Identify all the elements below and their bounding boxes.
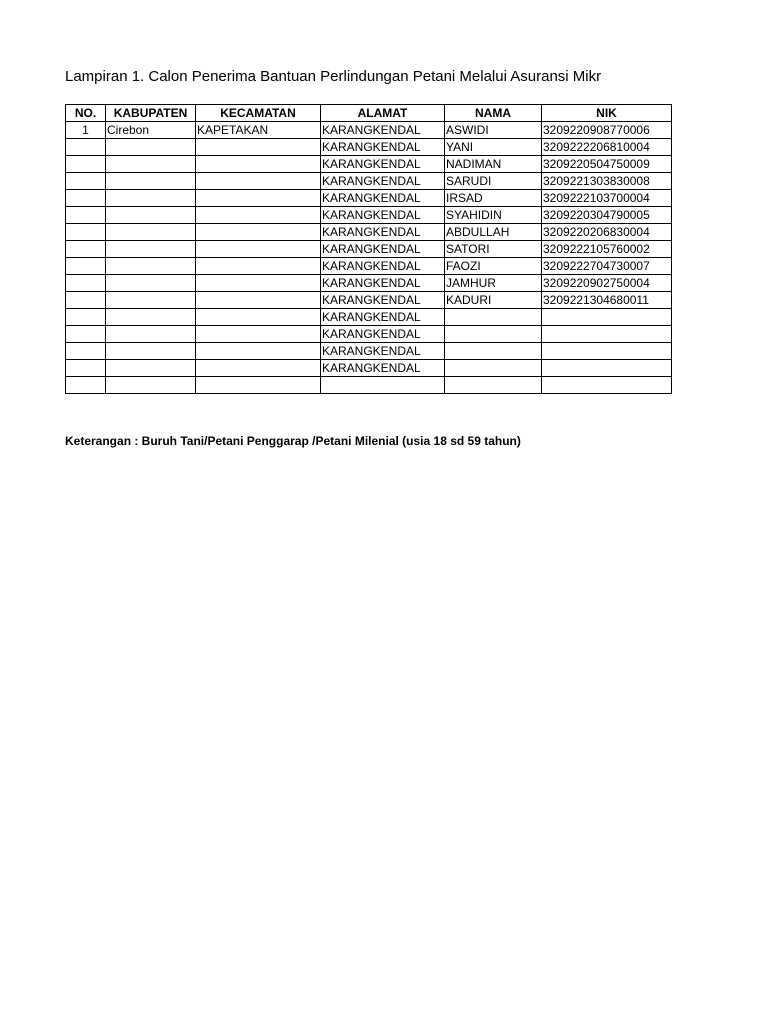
cell-kabupaten — [106, 275, 196, 292]
cell-nik: 3209222704730007 — [542, 258, 672, 275]
cell-kabupaten — [106, 241, 196, 258]
cell-nik: 3209220206830004 — [542, 224, 672, 241]
cell-no — [66, 292, 106, 309]
cell-no — [66, 190, 106, 207]
header-nama: NAMA — [445, 105, 542, 122]
cell-kabupaten — [106, 360, 196, 377]
cell-kecamatan — [196, 190, 321, 207]
cell-nik — [542, 326, 672, 343]
cell-no — [66, 377, 106, 394]
cell-kecamatan — [196, 241, 321, 258]
cell-no — [66, 241, 106, 258]
cell-nik: 3209221304680011 — [542, 292, 672, 309]
cell-kabupaten: Cirebon — [106, 122, 196, 139]
table-row — [66, 224, 672, 241]
cell-nik — [542, 360, 672, 377]
table-row — [66, 190, 672, 207]
cell-alamat: KARANGKENDAL — [321, 241, 445, 258]
cell-no — [66, 275, 106, 292]
table-row — [66, 122, 672, 139]
cell-alamat: KARANGKENDAL — [321, 190, 445, 207]
cell-kecamatan — [196, 224, 321, 241]
table-row — [66, 343, 672, 360]
cell-kecamatan — [196, 173, 321, 190]
table-row — [66, 360, 672, 377]
header-kabupaten: KABUPATEN — [106, 105, 196, 122]
cell-alamat: KARANGKENDAL — [321, 173, 445, 190]
cell-no — [66, 326, 106, 343]
cell-alamat: KARANGKENDAL — [321, 258, 445, 275]
table-row — [66, 292, 672, 309]
cell-alamat: KARANGKENDAL — [321, 224, 445, 241]
table-row — [66, 377, 672, 394]
cell-nama — [445, 360, 542, 377]
cell-nik: 3209220304790005 — [542, 207, 672, 224]
cell-alamat: KARANGKENDAL — [321, 139, 445, 156]
cell-alamat: KARANGKENDAL — [321, 275, 445, 292]
cell-no — [66, 343, 106, 360]
cell-no — [66, 258, 106, 275]
cell-nama — [445, 326, 542, 343]
cell-kecamatan — [196, 360, 321, 377]
cell-nik — [542, 309, 672, 326]
cell-nik: 3209220902750004 — [542, 275, 672, 292]
cell-kecamatan — [196, 139, 321, 156]
cell-nik: 3209220908770006 — [542, 122, 672, 139]
table-row — [66, 326, 672, 343]
cell-kabupaten — [106, 224, 196, 241]
page-title: Lampiran 1. Calon Penerima Bantuan Perlindungan Petani Melalui Asuransi Mikr — [65, 68, 602, 85]
cell-kecamatan — [196, 326, 321, 343]
cell-alamat: KARANGKENDAL — [321, 360, 445, 377]
cell-kecamatan — [196, 258, 321, 275]
cell-nik: 3209221303830008 — [542, 173, 672, 190]
header-kecamatan: KECAMATAN — [196, 105, 321, 122]
cell-kabupaten — [106, 326, 196, 343]
table-row — [66, 156, 672, 173]
cell-kecamatan: KAPETAKAN — [196, 122, 321, 139]
cell-no — [66, 173, 106, 190]
cell-alamat: KARANGKENDAL — [321, 156, 445, 173]
cell-nama: IRSAD — [445, 190, 542, 207]
cell-kabupaten — [106, 292, 196, 309]
cell-no — [66, 224, 106, 241]
header-alamat: ALAMAT — [321, 105, 445, 122]
table-row — [66, 139, 672, 156]
cell-kabupaten — [106, 207, 196, 224]
cell-alamat — [321, 377, 445, 394]
recipient-table — [65, 104, 672, 394]
table-row — [66, 275, 672, 292]
cell-kecamatan — [196, 156, 321, 173]
cell-kabupaten — [106, 173, 196, 190]
table-row — [66, 258, 672, 275]
cell-no — [66, 156, 106, 173]
cell-alamat: KARANGKENDAL — [321, 343, 445, 360]
cell-kecamatan — [196, 207, 321, 224]
cell-kabupaten — [106, 377, 196, 394]
cell-kecamatan — [196, 275, 321, 292]
cell-kabupaten — [106, 139, 196, 156]
cell-nama — [445, 309, 542, 326]
cell-kecamatan — [196, 343, 321, 360]
cell-no: 1 — [66, 122, 106, 139]
cell-nama: SARUDI — [445, 173, 542, 190]
cell-no — [66, 207, 106, 224]
table-row — [66, 241, 672, 258]
cell-kabupaten — [106, 258, 196, 275]
cell-kecamatan — [196, 309, 321, 326]
cell-nik — [542, 343, 672, 360]
cell-nik: 3209222206810004 — [542, 139, 672, 156]
table-body — [66, 122, 672, 394]
cell-nik: 3209220504750009 — [542, 156, 672, 173]
table-row — [66, 173, 672, 190]
cell-nik: 3209222103700004 — [542, 190, 672, 207]
cell-kabupaten — [106, 156, 196, 173]
cell-kabupaten — [106, 343, 196, 360]
cell-no — [66, 360, 106, 377]
cell-nama: KADURI — [445, 292, 542, 309]
cell-nama: YANI — [445, 139, 542, 156]
cell-alamat: KARANGKENDAL — [321, 122, 445, 139]
note-text: Keterangan : Buruh Tani/Petani Penggarap /Petani Milenial (usia 18 sd 59 tahun) — [65, 434, 521, 448]
cell-alamat: KARANGKENDAL — [321, 207, 445, 224]
cell-alamat: KARANGKENDAL — [321, 292, 445, 309]
cell-nama: ASWIDI — [445, 122, 542, 139]
cell-no — [66, 309, 106, 326]
cell-nama: JAMHUR — [445, 275, 542, 292]
cell-no — [66, 139, 106, 156]
cell-nama — [445, 343, 542, 360]
cell-nik: 3209222105760002 — [542, 241, 672, 258]
table-row — [66, 207, 672, 224]
header-nik: NIK — [542, 105, 672, 122]
cell-nama: FAOZI — [445, 258, 542, 275]
cell-nama: NADIMAN — [445, 156, 542, 173]
cell-kecamatan — [196, 292, 321, 309]
cell-alamat: KARANGKENDAL — [321, 309, 445, 326]
cell-alamat: KARANGKENDAL — [321, 326, 445, 343]
cell-nik — [542, 377, 672, 394]
cell-nama: SATORI — [445, 241, 542, 258]
table-row — [66, 309, 672, 326]
cell-nama — [445, 377, 542, 394]
cell-nama: ABDULLAH — [445, 224, 542, 241]
cell-nama: SYAHIDIN — [445, 207, 542, 224]
table-header-row — [66, 105, 672, 122]
cell-kabupaten — [106, 190, 196, 207]
cell-kecamatan — [196, 377, 321, 394]
cell-kabupaten — [106, 309, 196, 326]
header-no: NO. — [66, 105, 106, 122]
